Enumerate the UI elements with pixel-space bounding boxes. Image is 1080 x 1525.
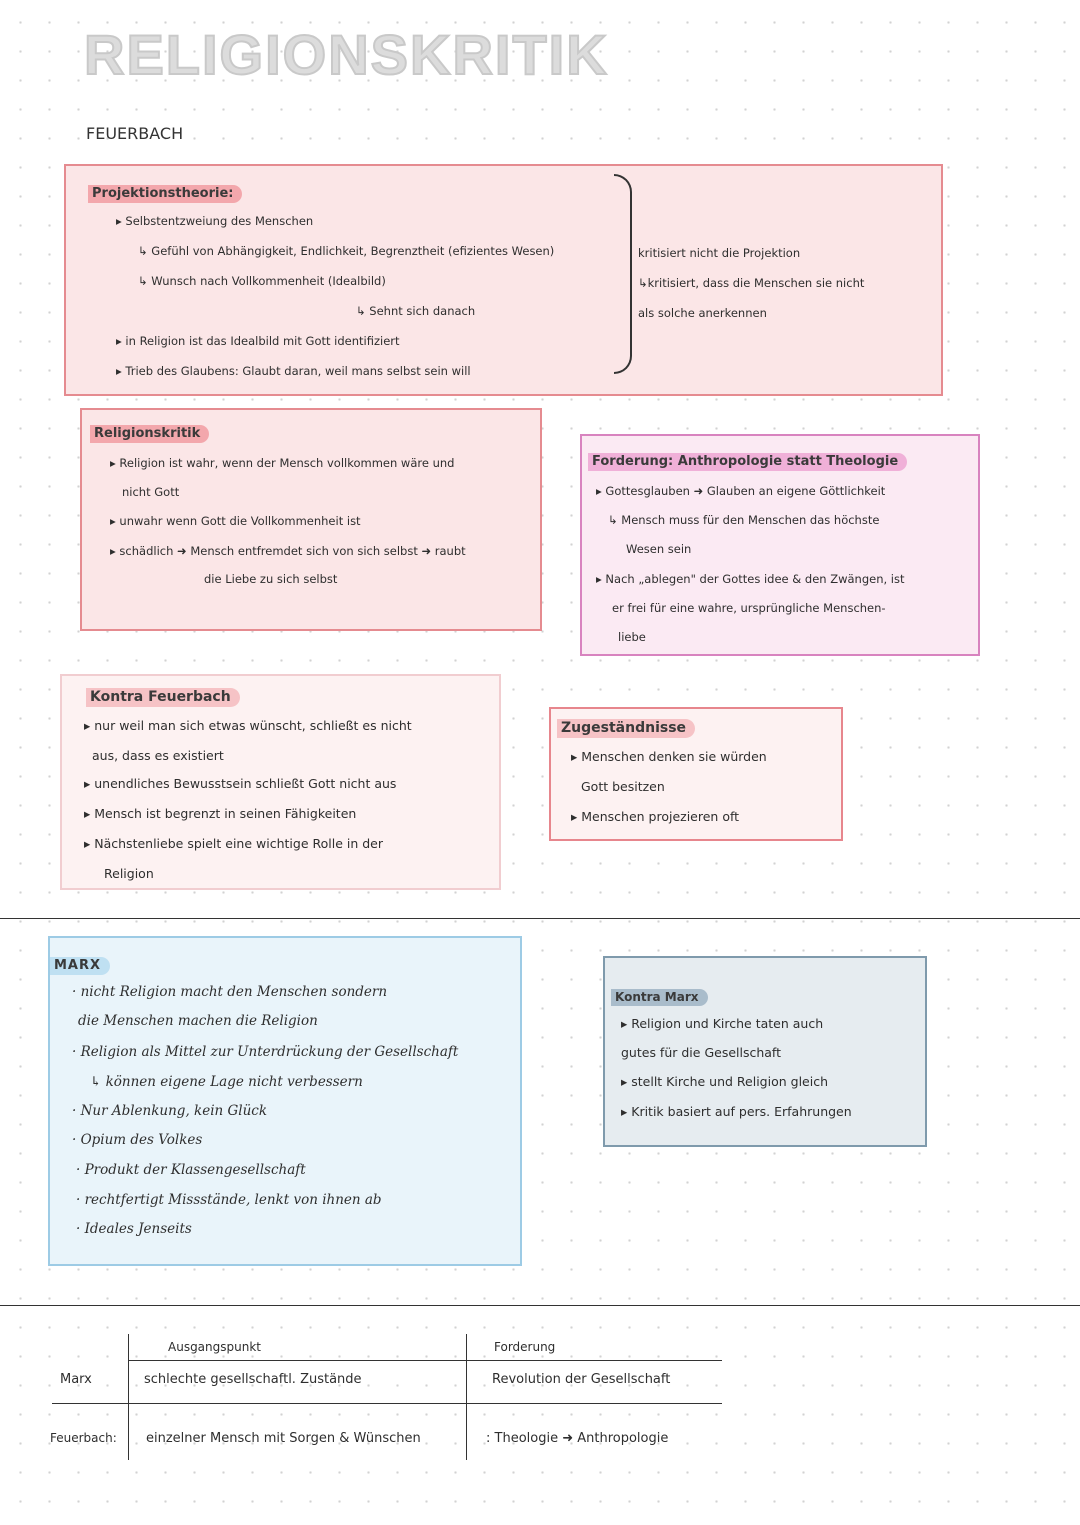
- table-header-ausgang: Ausgangspunkt: [168, 1340, 261, 1354]
- kontra-feuerbach-line: Religion: [104, 866, 154, 881]
- zugestaendnisse-line: Gott besitzen: [581, 779, 665, 794]
- kontra-feuerbach-line: ▸ unendliches Bewusstsein schließt Gott nicht aus: [84, 776, 397, 791]
- religionskritik-line: ▸ unwahr wenn Gott die Vollkommenheit ist: [110, 514, 361, 528]
- marx-line: · Ideales Jenseits: [76, 1221, 192, 1237]
- zugestaendnisse-line: ▸ Menschen denken sie würden: [571, 749, 767, 764]
- marx-line: · Religion als Mittel zur Unterdrückung der Gesellschaft: [72, 1044, 459, 1060]
- table-hline: [52, 1403, 722, 1404]
- marx-label: MARX: [50, 957, 110, 975]
- page-title: RELIGIONSKRITIK: [84, 23, 609, 86]
- projektion-side-line: kritisiert nicht die Projektion: [638, 246, 801, 260]
- forderung-box: [580, 434, 980, 656]
- forderung-line: ▸ Gottesglauben ➜ Glauben an eigene Göttlichkeit: [596, 484, 886, 498]
- marx-line: · rechtfertigt Missstände, lenkt von ihnen ab: [76, 1192, 382, 1208]
- forderung-line: ↳ Mensch muss für den Menschen das höchste: [608, 513, 880, 527]
- kontra-marx-line: ▸ stellt Kirche und Religion gleich: [621, 1074, 828, 1089]
- projektion-line: ▸ in Religion ist das Idealbild mit Gott identifiziert: [116, 334, 400, 348]
- religionskritik-box: [80, 408, 542, 631]
- zugestaendnisse-box: [549, 707, 843, 841]
- projektion-line: ↳ Sehnt sich danach: [356, 304, 476, 318]
- kontra-marx-line: gutes für die Gesellschaft: [621, 1045, 782, 1060]
- table-cell: schlechte gesellschaftl. Zustände: [144, 1372, 362, 1387]
- marx-line: · Nur Ablenkung, kein Glück: [72, 1103, 268, 1119]
- section-heading-feuerbach: FEUERBACH: [86, 124, 184, 143]
- table-cell: : Theologie ➜ Anthropologie: [486, 1431, 669, 1446]
- marx-line: · Opium des Volkes: [72, 1132, 203, 1148]
- table-vline: [466, 1334, 467, 1460]
- kontra-marx-box: [603, 956, 927, 1147]
- curly-brace: [614, 174, 632, 374]
- kontra-marx-label: Kontra Marx: [611, 989, 708, 1006]
- projektion-label: Projektionstheorie:: [88, 185, 242, 203]
- table-vline: [128, 1334, 129, 1460]
- table-row-name: Feuerbach:: [50, 1431, 117, 1445]
- religionskritik-label: Religionskritik: [90, 425, 209, 443]
- forderung-line: ▸ Nach „ablegen" der Gottes idee & den Zwängen, ist: [596, 572, 905, 586]
- projektion-side-line: ↳kritisiert, dass die Menschen sie nicht: [638, 276, 865, 290]
- projektion-side-line: als solche anerkennen: [638, 306, 767, 320]
- forderung-label: Forderung: Anthropologie statt Theologie: [588, 453, 907, 471]
- marx-line: ↳ können eigene Lage nicht verbessern: [90, 1074, 363, 1090]
- zugestaendnisse-label: Zugeständnisse: [557, 719, 695, 738]
- table-cell: einzelner Mensch mit Sorgen & Wünschen: [146, 1431, 421, 1446]
- forderung-line: Wesen sein: [626, 542, 692, 556]
- marx-line: die Menschen machen die Religion: [78, 1013, 318, 1029]
- section-divider: [0, 1305, 1080, 1306]
- table-cell: Revolution der Gesellschaft: [492, 1372, 671, 1387]
- projektion-line: ▸ Selbstentzweiung des Menschen: [116, 214, 314, 228]
- forderung-line: liebe: [618, 630, 646, 644]
- kontra-marx-line: ▸ Kritik basiert auf pers. Erfahrungen: [621, 1104, 852, 1119]
- religionskritik-line: die Liebe zu sich selbst: [204, 572, 338, 586]
- marx-line: · nicht Religion macht den Menschen sondern: [72, 984, 388, 1000]
- marx-box: [48, 936, 522, 1266]
- table-hline: [128, 1360, 722, 1361]
- kontra-feuerbach-line: ▸ Mensch ist begrenzt in seinen Fähigkeiten: [84, 806, 357, 821]
- kontra-marx-line: ▸ Religion und Kirche taten auch: [621, 1016, 824, 1031]
- kontra-feuerbach-line: ▸ nur weil man sich etwas wünscht, schließt es nicht: [84, 718, 412, 733]
- projektion-line: ↳ Wunsch nach Vollkommenheit (Idealbild): [138, 274, 386, 288]
- table-header-forderung: Forderung: [494, 1340, 556, 1354]
- religionskritik-line: ▸ schädlich ➜ Mensch entfremdet sich von sich selbst ➜ raubt: [110, 544, 466, 558]
- religionskritik-line: nicht Gott: [122, 485, 180, 499]
- kontra-feuerbach-line: aus, dass es existiert: [92, 748, 224, 763]
- kontra-feuerbach-label: Kontra Feuerbach: [86, 688, 240, 707]
- projektion-line: ↳ Gefühl von Abhängigkeit, Endlichkeit, Begrenztheit (efizientes Wesen): [138, 244, 555, 258]
- forderung-line: er frei für eine wahre, ursprüngliche Menschen-: [612, 601, 886, 615]
- zugestaendnisse-line: ▸ Menschen projezieren oft: [571, 809, 740, 824]
- table-row-name: Marx: [60, 1372, 92, 1387]
- marx-line: · Produkt der Klassengesellschaft: [76, 1162, 306, 1178]
- section-divider: [0, 918, 1080, 919]
- religionskritik-line: ▸ Religion ist wahr, wenn der Mensch vollkommen wäre und: [110, 456, 455, 470]
- projektion-line: ▸ Trieb des Glaubens: Glaubt daran, weil mans selbst sein will: [116, 364, 471, 378]
- kontra-feuerbach-line: ▸ Nächstenliebe spielt eine wichtige Rolle in der: [84, 836, 383, 851]
- projektion-box: [64, 164, 943, 396]
- kontra-feuerbach-box: [60, 674, 501, 890]
